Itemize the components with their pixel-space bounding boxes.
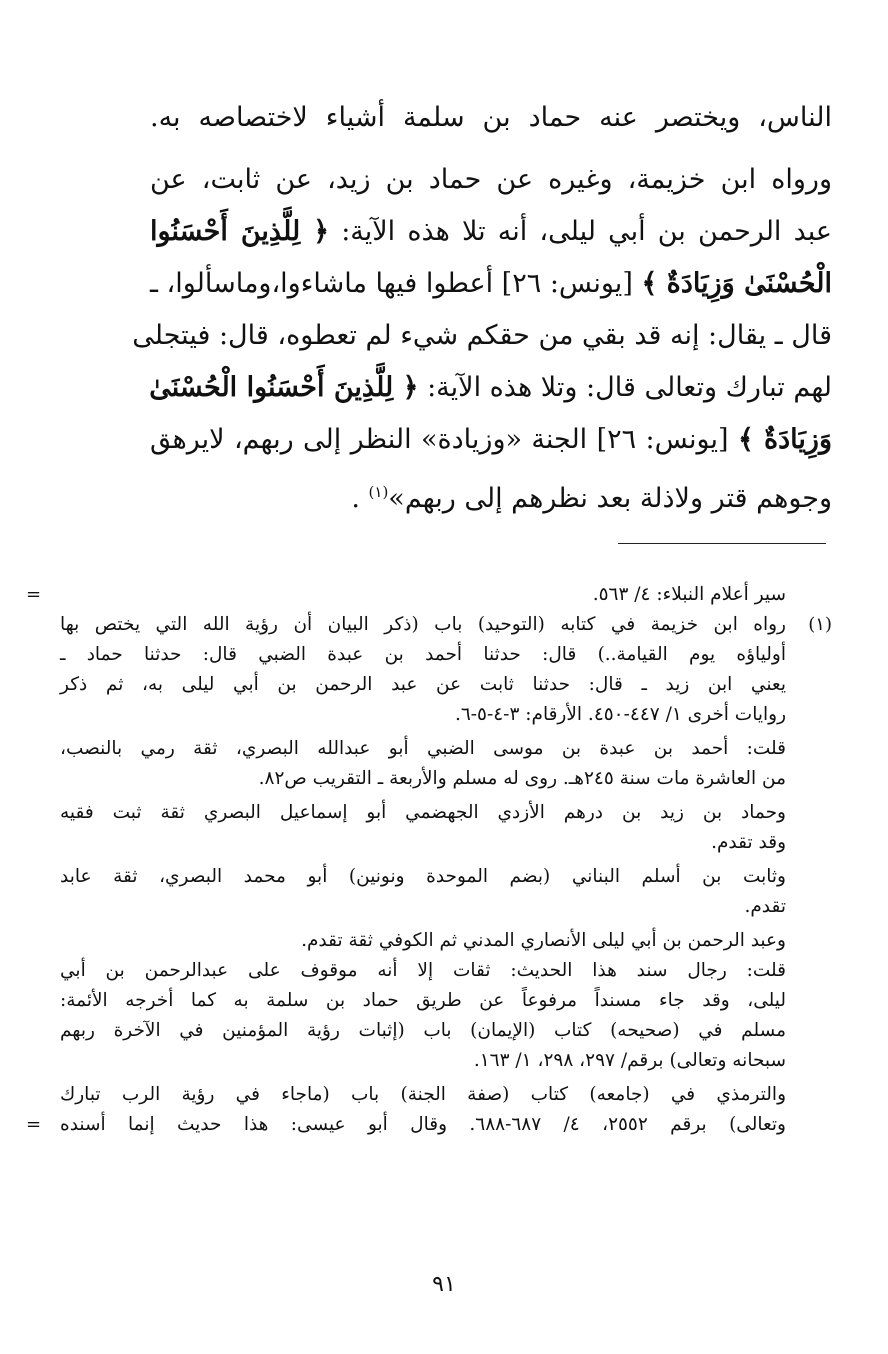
footnote-divider [618, 543, 826, 544]
text-run: لهم تبارك وتعالى قال: وتلا هذه الآية: [427, 372, 832, 403]
main-line [150, 206, 832, 258]
main-text [132, 92, 833, 518]
text-run: عبد الرحمن بن أبي ليلى، أنه تلا هذه الآية: [341, 216, 833, 247]
quran-verse: الْحُسْنَىٰ وَزِيَادَةٌ ﴾ [641, 268, 832, 299]
footnote-text: وحماد بن زيد بن درهم الأزدي الجهضمي أبو إسماعيل البصري ثقة ثبت فقيه [60, 802, 786, 823]
main-line [150, 466, 832, 518]
footnote-text: وتعالى) برقم ٢٥٥٢، ٤/ ٦٨٧-٦٨٨. وقال أبو عيسى: هذا حديث إنما أسنده [60, 1114, 786, 1135]
quran-verse: ﴿ لِلَّذِينَ أَحْسَنُوا [150, 216, 330, 247]
main-line [150, 154, 832, 206]
page-number: ٩١ [432, 1272, 456, 1297]
footnote-line [40, 798, 832, 828]
quran-verse: ﴿ لِلَّذِينَ أَحْسَنُوا الْحُسْنَىٰ [149, 372, 419, 403]
footnote-line [26, 1110, 832, 1140]
footnote-text: أولياؤه يوم القيامة..) قال: حدثنا أحمد بن عبدة الضبي قال: حدثنا حماد ـ [60, 644, 786, 665]
footnote-text: قلت: رجال سند هذا الحديث: ثقات إلا أنه موقوف على عبدالرحمن بن أبي [60, 960, 786, 981]
footnote-text: وثابت بن أسلم البناني (بضم الموحدة ونونين) أبو محمد البصري، ثقة عابد [60, 866, 786, 887]
footnote-text: وعبد الرحمن بن أبي ليلى الأنصاري المدني ثم الكوفي ثقة تقدم. [301, 930, 786, 951]
footnote-text: يعني ابن زيد ـ قال: حدثنا ثابت عن عبد الرحمن بن أبي ليلى به، ثم ذكر [60, 674, 786, 695]
footnote-line [40, 892, 832, 922]
footnote-line [40, 734, 832, 764]
footnote-line [40, 956, 832, 986]
footnote-text: قلت: أحمد بن عبدة بن موسى الضبي أبو عبدالله البصري، ثقة رمي بالنصب، [60, 738, 786, 759]
footnote-line [40, 1046, 832, 1076]
footnote-line [40, 700, 832, 730]
footnote-line [40, 862, 832, 892]
footnote-line [40, 610, 832, 640]
text-run: الناس، ويختصر عنه حماد بن سلمة أشياء لاختصاصه به. [150, 102, 832, 133]
main-line [150, 414, 832, 466]
text-run: . [351, 483, 360, 514]
continuation-marker: = [26, 1114, 42, 1135]
footnote-line [40, 926, 832, 956]
footnote-text: سبحانه وتعالى) برقم/ ٢٩٧، ٢٩٨، ١/ ١٦٣. [473, 1050, 786, 1071]
text-run: [يونس: ٢٦] الجنة «وزيادة» النظر إلى ربهم، لايرهق [150, 424, 729, 455]
footnote-line [40, 828, 832, 858]
footnote-text: رواه ابن خزيمة في كتابه (التوحيد) باب (ذكر البيان أن رؤية الله التي يختص بها [60, 614, 786, 635]
footnote-text: تقدم. [744, 896, 786, 917]
main-line [132, 310, 832, 362]
main-line [150, 258, 832, 310]
footnote-line [40, 1016, 832, 1046]
text-run: [يونس: ٢٦] أعطوا فيها ماشاءوا،وماسألوا، ـ [150, 268, 633, 299]
text-run: ورواه ابن خزيمة، وغيره عن حماد بن زيد، عن ثابت، عن [150, 164, 832, 195]
footnote-line [40, 670, 832, 700]
footnotes [26, 580, 832, 1140]
footnote-line [40, 1080, 832, 1110]
footnote-text: روايات أخرى ١/ ٤٤٧-٤٥٠. الأرقام: ٣-٤-٥-٦. [454, 704, 786, 725]
footnote-text: وقد تقدم. [711, 832, 786, 853]
main-line [150, 362, 832, 414]
quran-verse: وَزِيَادَةٌ ﴾ [737, 424, 832, 455]
footnote-continuation [26, 580, 832, 610]
text-run: وجوهم قتر ولاذلة بعد نظرهم إلى ربهم» [388, 483, 832, 514]
text-run: قال ـ يقال: إنه قد بقي من حقكم شيء لم تعطوه، قال: فيتجلى [132, 320, 832, 351]
footnote-text: مسلم في (صحيحه) كتاب (الإيمان) باب (إثبات رؤية المؤمنين في الآخرة ربهم [60, 1020, 787, 1041]
footnote-text: من العاشرة مات سنة ٢٤٥هـ. روى له مسلم والأربعة ـ التقريب ص٨٢. [258, 768, 786, 789]
footnote-text: ليلى، وقد جاء مسنداً مرفوعاً عن طريق حماد بن سلمة به كما أخرجه الأئمة: [60, 990, 786, 1011]
continuation-marker: = [26, 584, 42, 605]
footnote-line [40, 640, 832, 670]
footnote-line [40, 986, 832, 1016]
main-line [150, 92, 832, 144]
footnote-text: والترمذي في (جامعه) كتاب (صفة الجنة) باب (ماجاء في رؤية الرب تبارك [60, 1084, 786, 1105]
footnote-reference: (١) [368, 483, 389, 501]
footnote-number: (١) [808, 614, 832, 635]
footnote-text: سير أعلام النبلاء: ٤/ ٥٦٣. [592, 584, 786, 605]
footnote-line [40, 764, 832, 794]
